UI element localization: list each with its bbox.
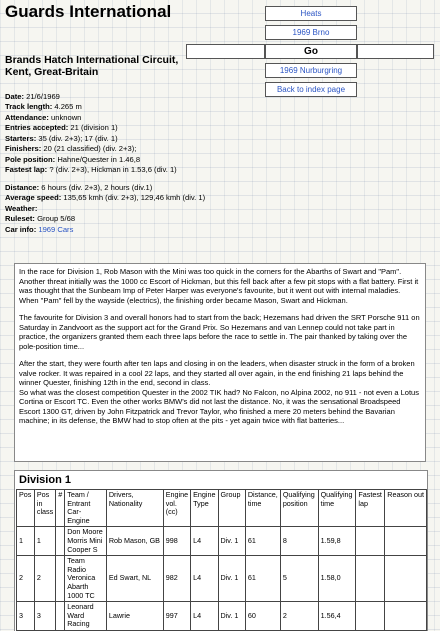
col-pos: Pos [17,490,35,527]
race-report [14,263,426,462]
back-to-index-button[interactable]: Back to index page [265,82,357,97]
report-paragraph-3: After the start, they were fourth after ten laps and closing in on the leaders, when disaster struck in the form of a broken valve rocker. It was repaired in a cool 22 laps, and they started all over again, in the end finishing 21 laps behind the winner Quester, finishing 12th in the end, second in class. So what was the closest competition Quester in the 2002 TIK had? No Falcon, no Alpina 2002, no 911 - not even a Lotus Cortina or Escort TC. Even the other works BMW's did not last the distance. No, it was the sensational Broadspeed Escort 1300 GT, driven by John Fitzpatrick and Trevor Taylor, who finished a mere 20 meters behind the Bavarian machine; in its defense, the BMW had to stop often at the pits - yet again twice with flat batteries... [19,359,419,425]
info-distance: Distance: 6 hours (div. 2+3), 2 hours (div.1) [5,183,153,192]
page-title: Guards International [5,2,172,21]
next-race-button[interactable]: 1969 Nurburgring [265,63,357,78]
info-date: Date: 21/6/1969 [5,92,60,101]
info-fastest-lap: Fastest lap: ? (div. 2+3), Hickman in 1.53,6 (div. 1) [5,165,177,175]
info-entries: Entries accepted: 21 (division 1) [5,123,118,133]
report-paragraph-2: The favourite for Division 3 and overall honors had to start from the back; Hezemans had driven the SRT Porsche 911 on Saturday in Zandvoort as the support act for the Grand Prix. So Hezemans and van Lennep could not take part in practice, the organizers granted them each three laps before the race to settle in. The pair thanked by taking over the pole-position time... [19,313,420,351]
go-button[interactable]: Go [265,44,357,59]
heats-button[interactable]: Heats [265,6,357,21]
info-finishers: Finishers: 20 (21 classified) (div. 2+3); [5,144,137,154]
race-info-block-3 [5,183,265,235]
info-avg-speed: Average speed: 135,65 kmh (div. 2+3), 129,46 kmh (div. 1) [5,193,206,203]
info-starters: Starters: 35 (div. 2+3); 17 (div. 1) [5,133,118,143]
table-row: 3 3 Leonard Ward Racing Lawrie 997 L4 Div. 1 60 2 1.56,4 [17,602,427,631]
col-reason-out: Reason out [385,490,427,527]
report-paragraph-1: In the race for Division 1, Rob Mason with the Mini was too quick in the corners for the Abarths of Swart and "Pam". Another threat initially was the 1000 cc Escort of Hickman, but this fell back after a few pit stops with a flat battery. First it was thought that the Sunbeam Imp of Peter Harper was everyone's favourite, but it went out with internal maladies. When "Pam" fell by the wayside (electrics), the finishing order became Mason, Swart and Hickman. [19,267,419,305]
info-pole: Pole position: Hahne/Quester in 1.46,8 [5,155,141,164]
info-car-info: Car info: 1969 Cars [5,224,74,234]
results-table [16,489,427,631]
go-row [186,44,434,60]
col-engine-vol: Engine vol. (cc) [163,490,190,527]
col-qual-pos: Qualifying position [280,490,318,527]
nav-panel [265,6,357,44]
car-info-link[interactable]: 1969 Cars [38,224,74,234]
col-qual-time: Qualifying time [318,490,356,527]
table-header-row [17,490,427,527]
info-ruleset: Ruleset: Group 5/68 [5,214,76,224]
prev-race-button[interactable]: 1969 Brno [265,25,357,40]
col-drivers: Drivers, Nationality [106,490,163,527]
col-fastest-lap: Fastest lap [356,490,385,527]
col-pos-in-class: Pos in class [34,490,55,527]
table-row: 1 1 Don Moore Morris Mini Cooper S Rob Mason, GB 998 L4 Div. 1 61 8 1.59,8 [17,527,427,556]
col-team: Team / Entrant Car- Engine [65,490,107,527]
col-group: Group [218,490,245,527]
col-number: # [56,490,65,527]
info-attendance: Attendance: unknown [5,112,82,122]
division-1-section [14,470,428,631]
division-title: Division 1 [19,474,71,486]
race-info-block-1 [5,92,265,154]
col-distance: Distance, time [245,490,280,527]
nav-panel-bottom [265,63,357,101]
col-engine-type: Engine Type [191,490,218,527]
info-track-length: Track length: 4.265 m [5,102,82,112]
table-row: 2 2 Team Radio Veronica Abarth 1000 TC Ed Swart, NL 982 L4 Div. 1 61 5 1.58,0 [17,556,427,602]
circuit-subtitle: Brands Hatch International Circuit, Kent, Great-Britain [5,54,179,78]
race-info-block-2 [5,155,265,176]
go-right-cell [357,44,434,59]
info-weather: Weather: [5,203,38,213]
go-left-cell [186,44,265,59]
